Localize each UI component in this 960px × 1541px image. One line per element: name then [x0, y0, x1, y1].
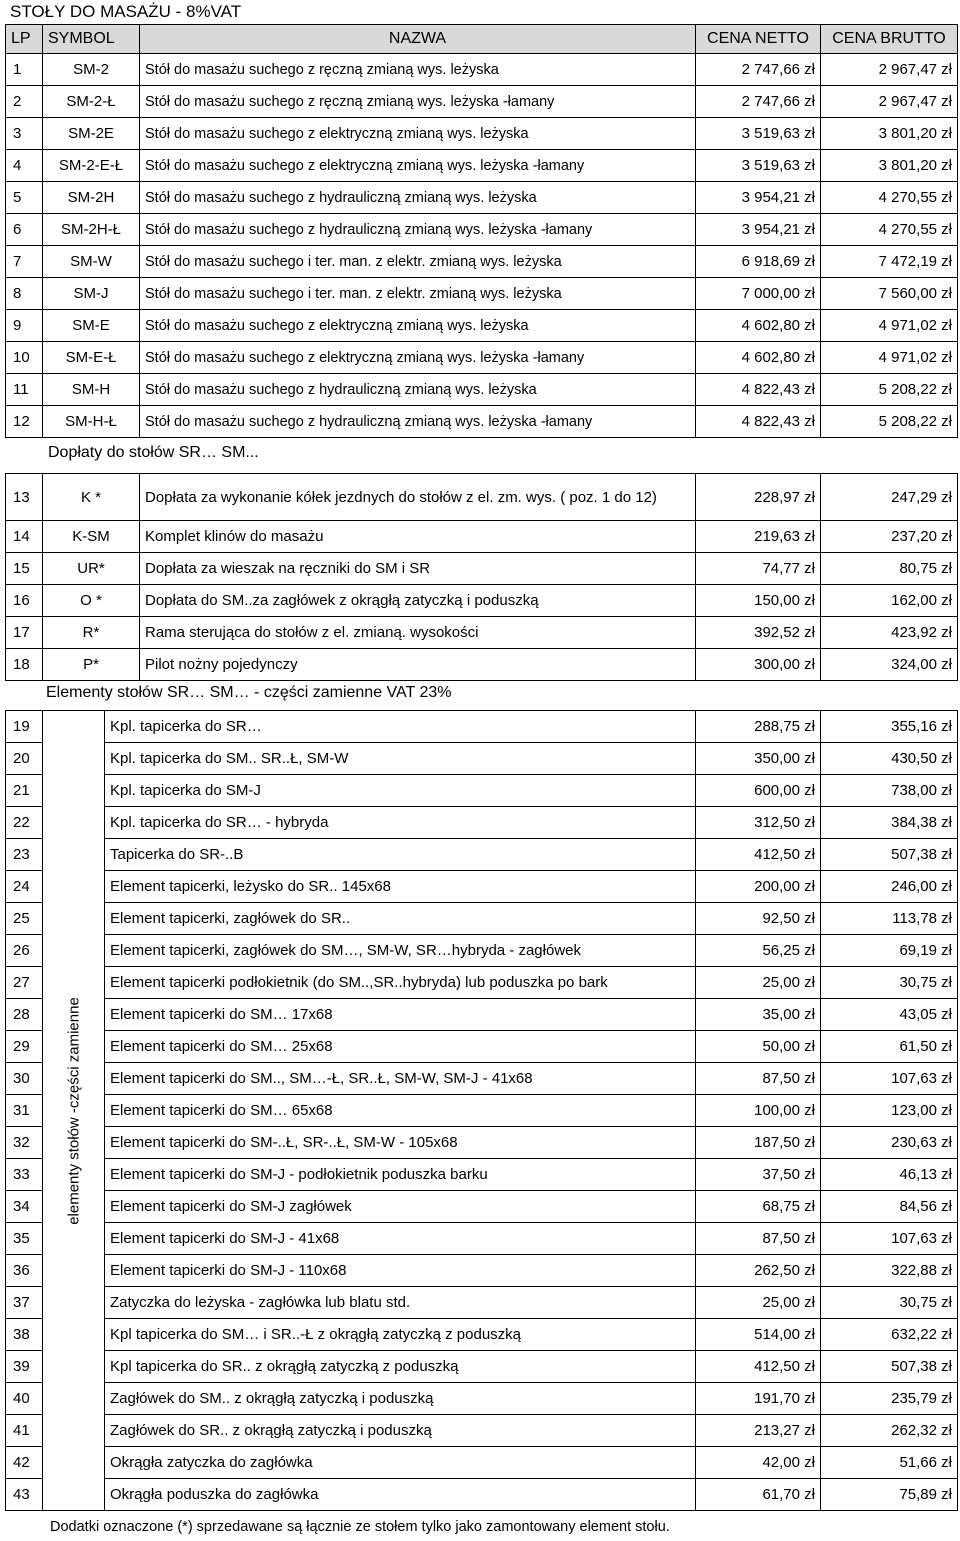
- name-cell: Stół do masażu suchego z elektryczną zmianą wys. leżyska: [140, 118, 696, 150]
- table-row: [6, 54, 958, 86]
- surcharge-row: [6, 585, 958, 617]
- lp-cell: 33: [6, 1159, 43, 1191]
- lp-cell: 2: [6, 86, 43, 118]
- gross-price-cell: 384,38 zł: [821, 807, 958, 839]
- gross-price-cell: 61,50 zł: [821, 1031, 958, 1063]
- name-cell: Tapicerka do SR-..B: [105, 839, 696, 871]
- lp-cell: 31: [6, 1095, 43, 1127]
- net-price-cell: 61,70 zł: [696, 1479, 821, 1511]
- net-price-cell: 300,00 zł: [696, 649, 821, 681]
- parts-row: [6, 871, 958, 903]
- parts-row: [6, 967, 958, 999]
- lp-cell: 22: [6, 807, 43, 839]
- lp-cell: 34: [6, 1191, 43, 1223]
- symbol-cell: SM-E: [43, 310, 140, 342]
- surcharge-row: [6, 521, 958, 553]
- symbol-cell: SM-W: [43, 246, 140, 278]
- gross-price-cell: 237,20 zł: [821, 521, 958, 553]
- symbol-cell: SM-J: [43, 278, 140, 310]
- parts-row: [6, 1191, 958, 1223]
- symbol-cell: SM-2H: [43, 182, 140, 214]
- gross-price-cell: 324,00 zł: [821, 649, 958, 681]
- parts-row: [6, 1319, 958, 1351]
- table-row: [6, 310, 958, 342]
- net-price-cell: 87,50 zł: [696, 1063, 821, 1095]
- net-price-cell: 42,00 zł: [696, 1447, 821, 1479]
- lp-cell: 5: [6, 182, 43, 214]
- net-price-cell: 187,50 zł: [696, 1127, 821, 1159]
- net-price-cell: 7 000,00 zł: [696, 278, 821, 310]
- header-gross-price: CENA BRUTTO: [821, 25, 958, 54]
- lp-cell: 32: [6, 1127, 43, 1159]
- net-price-cell: 87,50 zł: [696, 1223, 821, 1255]
- lp-cell: 10: [6, 342, 43, 374]
- name-cell: Element tapicerki do SM-J - podłokietnik poduszka barku: [105, 1159, 696, 1191]
- lp-cell: 26: [6, 935, 43, 967]
- symbol-cell: SM-2E: [43, 118, 140, 150]
- net-price-cell: 392,52 zł: [696, 617, 821, 649]
- parts-row: [6, 935, 958, 967]
- symbol-cell: R*: [43, 617, 140, 649]
- header-net-price: CENA NETTO: [696, 25, 821, 54]
- parts-row: [6, 1383, 958, 1415]
- net-price-cell: 68,75 zł: [696, 1191, 821, 1223]
- symbol-cell: K *: [43, 474, 140, 521]
- parts-row: [6, 1479, 958, 1511]
- net-price-cell: 412,50 zł: [696, 839, 821, 871]
- net-price-cell: 150,00 zł: [696, 585, 821, 617]
- table-row: [6, 374, 958, 406]
- lp-cell: 25: [6, 903, 43, 935]
- name-cell: Element tapicerki, leżysko do SR.. 145x68: [105, 871, 696, 903]
- net-price-cell: 312,50 zł: [696, 807, 821, 839]
- parts-row: [6, 1255, 958, 1287]
- parts-row: [6, 1447, 958, 1479]
- gross-price-cell: 262,32 zł: [821, 1415, 958, 1447]
- name-cell: Element tapicerki do SM-J - 110x68: [105, 1255, 696, 1287]
- gross-price-cell: 69,19 zł: [821, 935, 958, 967]
- parts-row: [6, 1095, 958, 1127]
- name-cell: Rama sterująca do stołów z el. zmianą. wysokości: [140, 617, 696, 649]
- net-price-cell: 4 602,80 zł: [696, 342, 821, 374]
- gross-price-cell: 107,63 zł: [821, 1063, 958, 1095]
- name-cell: Element tapicerki do SM… 17x68: [105, 999, 696, 1031]
- net-price-cell: 74,77 zł: [696, 553, 821, 585]
- parts-row: [6, 711, 958, 743]
- name-cell: Stół do masażu suchego z hydrauliczną zmianą wys. leżyska: [140, 374, 696, 406]
- parts-row: [6, 1415, 958, 1447]
- name-cell: Okrągła poduszka do zagłówka: [105, 1479, 696, 1511]
- lp-cell: 1: [6, 54, 43, 86]
- header-row: [6, 25, 958, 54]
- lp-cell: 23: [6, 839, 43, 871]
- table-row: [6, 406, 958, 438]
- gross-price-cell: 423,92 zł: [821, 617, 958, 649]
- gross-price-cell: 75,89 zł: [821, 1479, 958, 1511]
- name-cell: Okrągła zatyczka do zagłówka: [105, 1447, 696, 1479]
- lp-cell: 42: [6, 1447, 43, 1479]
- name-cell: Kpl tapicerka do SR.. z okrągłą zatyczką z poduszką: [105, 1351, 696, 1383]
- net-price-cell: 4 602,80 zł: [696, 310, 821, 342]
- surcharge-table: [5, 473, 958, 681]
- name-cell: Kpl. tapicerka do SM.. SR..Ł, SM-W: [105, 743, 696, 775]
- gross-price-cell: 30,75 zł: [821, 967, 958, 999]
- header-name: NAZWA: [140, 25, 696, 54]
- lp-cell: 9: [6, 310, 43, 342]
- gross-price-cell: 113,78 zł: [821, 903, 958, 935]
- gross-price-cell: 247,29 zł: [821, 474, 958, 521]
- name-cell: Element tapicerki do SM.., SM…-Ł, SR..Ł, SM-W, SM-J - 41x68: [105, 1063, 696, 1095]
- parts-row: [6, 1031, 958, 1063]
- tables-price-table: [5, 24, 958, 438]
- name-cell: Stół do masażu suchego z elektryczną zmianą wys. leżyska -łamany: [140, 342, 696, 374]
- name-cell: Element tapicerki, zagłówek do SR..: [105, 903, 696, 935]
- parts-row: [6, 1351, 958, 1383]
- gross-price-cell: 107,63 zł: [821, 1223, 958, 1255]
- parts-row: [6, 1287, 958, 1319]
- gross-price-cell: 230,63 zł: [821, 1127, 958, 1159]
- lp-cell: 6: [6, 214, 43, 246]
- table-row: [6, 150, 958, 182]
- gross-price-cell: 84,56 zł: [821, 1191, 958, 1223]
- name-cell: Dopłata za wieszak na ręczniki do SM i SR: [140, 553, 696, 585]
- gross-price-cell: 3 801,20 zł: [821, 118, 958, 150]
- gross-price-cell: 43,05 zł: [821, 999, 958, 1031]
- name-cell: Element tapicerki podłokietnik (do SM..,SR..hybryda) lub poduszka po bark: [105, 967, 696, 999]
- name-cell: Stół do masażu suchego z hydrauliczną zmianą wys. leżyska -łamany: [140, 214, 696, 246]
- surcharge-row: [6, 474, 958, 521]
- net-price-cell: 50,00 zł: [696, 1031, 821, 1063]
- net-price-cell: 350,00 zł: [696, 743, 821, 775]
- parts-row: [6, 1127, 958, 1159]
- parts-row: [6, 775, 958, 807]
- parts-row: [6, 903, 958, 935]
- lp-cell: 38: [6, 1319, 43, 1351]
- net-price-cell: 4 822,43 zł: [696, 374, 821, 406]
- gross-price-cell: 246,00 zł: [821, 871, 958, 903]
- lp-cell: 24: [6, 871, 43, 903]
- symbol-cell: SM-2H-Ł: [43, 214, 140, 246]
- lp-cell: 27: [6, 967, 43, 999]
- lp-cell: 14: [6, 521, 43, 553]
- name-cell: Element tapicerki do SM… 65x68: [105, 1095, 696, 1127]
- gross-price-cell: 355,16 zł: [821, 711, 958, 743]
- lp-cell: 43: [6, 1479, 43, 1511]
- name-cell: Element tapicerki do SM-J - 41x68: [105, 1223, 696, 1255]
- gross-price-cell: 632,22 zł: [821, 1319, 958, 1351]
- lp-cell: 30: [6, 1063, 43, 1095]
- net-price-cell: 2 747,66 zł: [696, 86, 821, 118]
- gross-price-cell: 4 270,55 zł: [821, 182, 958, 214]
- gross-price-cell: 235,79 zł: [821, 1383, 958, 1415]
- net-price-cell: 288,75 zł: [696, 711, 821, 743]
- name-cell: Komplet klinów do masażu: [140, 521, 696, 553]
- lp-cell: 13: [6, 474, 43, 521]
- parts-row: [6, 743, 958, 775]
- gross-price-cell: 322,88 zł: [821, 1255, 958, 1287]
- gross-price-cell: 738,00 zł: [821, 775, 958, 807]
- net-price-cell: 4 822,43 zł: [696, 406, 821, 438]
- gross-price-cell: 51,66 zł: [821, 1447, 958, 1479]
- name-cell: Zatyczka do leżyska - zagłówka lub blatu std.: [105, 1287, 696, 1319]
- parts-row: [6, 807, 958, 839]
- gross-price-cell: 80,75 zł: [821, 553, 958, 585]
- name-cell: Zagłówek do SR.. z okrągłą zatyczką i poduszką: [105, 1415, 696, 1447]
- symbol-cell: SM-2-E-Ł: [43, 150, 140, 182]
- lp-cell: 15: [6, 553, 43, 585]
- lp-cell: 7: [6, 246, 43, 278]
- lp-cell: 37: [6, 1287, 43, 1319]
- parts-vertical-label: elementy stołów -części zamienne: [65, 996, 82, 1225]
- symbol-cell: O *: [43, 585, 140, 617]
- name-cell: Pilot nożny pojedynczy: [140, 649, 696, 681]
- parts-row: [6, 1223, 958, 1255]
- net-price-cell: 412,50 zł: [696, 1351, 821, 1383]
- table-row: [6, 278, 958, 310]
- surcharge-heading: Dopłaty do stołów SR… SM...: [48, 444, 259, 461]
- name-cell: Kpl tapicerka do SM… i SR..-Ł z okrągłą zatyczką z poduszką: [105, 1319, 696, 1351]
- net-price-cell: 3 954,21 zł: [696, 182, 821, 214]
- parts-row: [6, 839, 958, 871]
- gross-price-cell: 507,38 zł: [821, 839, 958, 871]
- net-price-cell: 600,00 zł: [696, 775, 821, 807]
- surcharge-row: [6, 649, 958, 681]
- lp-cell: 19: [6, 711, 43, 743]
- lp-cell: 11: [6, 374, 43, 406]
- table-row: [6, 246, 958, 278]
- symbol-cell: K-SM: [43, 521, 140, 553]
- net-price-cell: 6 918,69 zł: [696, 246, 821, 278]
- lp-cell: 41: [6, 1415, 43, 1447]
- net-price-cell: 37,50 zł: [696, 1159, 821, 1191]
- gross-price-cell: 2 967,47 zł: [821, 86, 958, 118]
- gross-price-cell: 7 472,19 zł: [821, 246, 958, 278]
- table-row: [6, 214, 958, 246]
- gross-price-cell: 4 270,55 zł: [821, 214, 958, 246]
- gross-price-cell: 7 560,00 zł: [821, 278, 958, 310]
- table-row: [6, 342, 958, 374]
- name-cell: Kpl. tapicerka do SR… - hybryda: [105, 807, 696, 839]
- gross-price-cell: 2 967,47 zł: [821, 54, 958, 86]
- name-cell: Stół do masażu suchego z hydrauliczną zmianą wys. leżyska: [140, 182, 696, 214]
- parts-table: [5, 710, 958, 1511]
- gross-price-cell: 30,75 zł: [821, 1287, 958, 1319]
- net-price-cell: 2 747,66 zł: [696, 54, 821, 86]
- name-cell: Stół do masażu suchego i ter. man. z elektr. zmianą wys. leżyska: [140, 246, 696, 278]
- page-title: STOŁY DO MASAŻU - 8%VAT: [10, 2, 242, 21]
- name-cell: Stół do masażu suchego z ręczną zmianą wys. leżyska: [140, 54, 696, 86]
- table-row: [6, 182, 958, 214]
- header-lp: LP: [6, 25, 43, 54]
- gross-price-cell: 5 208,22 zł: [821, 374, 958, 406]
- net-price-cell: 262,50 zł: [696, 1255, 821, 1287]
- net-price-cell: 3 519,63 zł: [696, 118, 821, 150]
- lp-cell: 4: [6, 150, 43, 182]
- gross-price-cell: 3 801,20 zł: [821, 150, 958, 182]
- net-price-cell: 219,63 zł: [696, 521, 821, 553]
- symbol-cell: SM-H-Ł: [43, 406, 140, 438]
- name-cell: Stół do masażu suchego z ręczną zmianą wys. leżyska -łamany: [140, 86, 696, 118]
- header-symbol: SYMBOL: [43, 25, 140, 54]
- footnote: Dodatki oznaczone (*) sprzedawane są łącznie ze stołem tylko jako zamontowany element stołu.: [50, 1519, 670, 1535]
- lp-cell: 3: [6, 118, 43, 150]
- name-cell: Stół do masażu suchego z elektryczną zmianą wys. leżyska -łamany: [140, 150, 696, 182]
- symbol-cell: SM-E-Ł: [43, 342, 140, 374]
- gross-price-cell: 4 971,02 zł: [821, 310, 958, 342]
- net-price-cell: 3 519,63 zł: [696, 150, 821, 182]
- lp-cell: 12: [6, 406, 43, 438]
- parts-group-cell: [43, 711, 105, 1511]
- net-price-cell: 191,70 zł: [696, 1383, 821, 1415]
- gross-price-cell: 507,38 zł: [821, 1351, 958, 1383]
- net-price-cell: 100,00 zł: [696, 1095, 821, 1127]
- net-price-cell: 228,97 zł: [696, 474, 821, 521]
- lp-cell: 40: [6, 1383, 43, 1415]
- net-price-cell: 514,00 zł: [696, 1319, 821, 1351]
- net-price-cell: 200,00 zł: [696, 871, 821, 903]
- lp-cell: 16: [6, 585, 43, 617]
- net-price-cell: 3 954,21 zł: [696, 214, 821, 246]
- net-price-cell: 92,50 zł: [696, 903, 821, 935]
- symbol-cell: SM-H: [43, 374, 140, 406]
- lp-cell: 39: [6, 1351, 43, 1383]
- net-price-cell: 35,00 zł: [696, 999, 821, 1031]
- name-cell: Dopłata za wykonanie kółek jezdnych do stołów z el. zm. wys. ( poz. 1 do 12): [140, 474, 696, 521]
- lp-cell: 18: [6, 649, 43, 681]
- lp-cell: 8: [6, 278, 43, 310]
- gross-price-cell: 162,00 zł: [821, 585, 958, 617]
- name-cell: Zagłówek do SM.. z okrągłą zatyczką i poduszką: [105, 1383, 696, 1415]
- symbol-cell: SM-2-Ł: [43, 86, 140, 118]
- symbol-cell: UR*: [43, 553, 140, 585]
- parts-row: [6, 999, 958, 1031]
- lp-cell: 20: [6, 743, 43, 775]
- gross-price-cell: 430,50 zł: [821, 743, 958, 775]
- gross-price-cell: 5 208,22 zł: [821, 406, 958, 438]
- lp-cell: 36: [6, 1255, 43, 1287]
- lp-cell: 17: [6, 617, 43, 649]
- lp-cell: 21: [6, 775, 43, 807]
- lp-cell: 29: [6, 1031, 43, 1063]
- name-cell: Stół do masażu suchego i ter. man. z elektr. zmianą wys. leżyska: [140, 278, 696, 310]
- parts-row: [6, 1063, 958, 1095]
- table-row: [6, 86, 958, 118]
- name-cell: Dopłata do SM..za zagłówek z okrągłą zatyczką i poduszką: [140, 585, 696, 617]
- parts-heading: Elementy stołów SR… SM… - części zamienne VAT 23%: [46, 684, 452, 701]
- name-cell: Kpl. tapicerka do SM-J: [105, 775, 696, 807]
- name-cell: Stół do masażu suchego z elektryczną zmianą wys. leżyska: [140, 310, 696, 342]
- gross-price-cell: 46,13 zł: [821, 1159, 958, 1191]
- net-price-cell: 213,27 zł: [696, 1415, 821, 1447]
- name-cell: Stół do masażu suchego z hydrauliczną zmianą wys. leżyska -łamany: [140, 406, 696, 438]
- name-cell: Element tapicerki, zagłówek do SM…, SM-W, SR…hybryda - zagłówek: [105, 935, 696, 967]
- net-price-cell: 25,00 zł: [696, 967, 821, 999]
- net-price-cell: 25,00 zł: [696, 1287, 821, 1319]
- gross-price-cell: 123,00 zł: [821, 1095, 958, 1127]
- table-row: [6, 118, 958, 150]
- symbol-cell: P*: [43, 649, 140, 681]
- name-cell: Element tapicerki do SM… 25x68: [105, 1031, 696, 1063]
- lp-cell: 28: [6, 999, 43, 1031]
- surcharge-row: [6, 553, 958, 585]
- parts-row: [6, 1159, 958, 1191]
- symbol-cell: SM-2: [43, 54, 140, 86]
- lp-cell: 35: [6, 1223, 43, 1255]
- net-price-cell: 56,25 zł: [696, 935, 821, 967]
- gross-price-cell: 4 971,02 zł: [821, 342, 958, 374]
- name-cell: Element tapicerki do SM-..Ł, SR-..Ł, SM-W - 105x68: [105, 1127, 696, 1159]
- name-cell: Element tapicerki do SM-J zagłówek: [105, 1191, 696, 1223]
- name-cell: Kpl. tapicerka do SR…: [105, 711, 696, 743]
- surcharge-row: [6, 617, 958, 649]
